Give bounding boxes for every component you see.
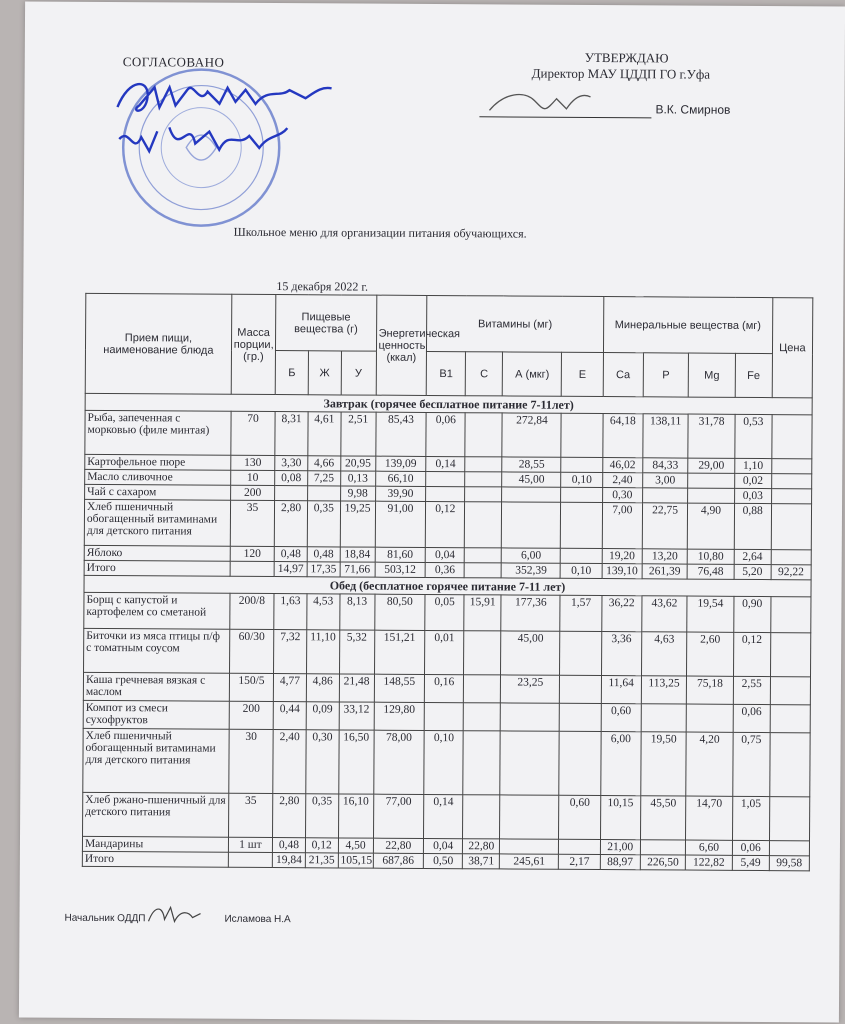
total-cell: 92,22 [771, 565, 811, 580]
table-cell: 43,62 [642, 596, 688, 632]
total-cell: 76,48 [687, 564, 734, 579]
total-cell: 0,36 [425, 562, 464, 577]
header-nutrients: Пищевые вещества (г) [276, 295, 377, 352]
table-cell: 0,90 [734, 596, 771, 632]
table-cell: 35 [230, 500, 275, 546]
table-cell: 11,64 [601, 676, 641, 704]
table-cell [500, 839, 559, 854]
total-cell: 21,35 [305, 853, 338, 868]
table-cell: 16,10 [338, 794, 373, 838]
table-cell: 19,50 [641, 732, 687, 796]
table-cell: 0,30 [306, 730, 339, 794]
table-cell: 2,55 [733, 676, 770, 704]
total-cell: 99,58 [769, 856, 809, 871]
header-e: Е [562, 352, 604, 396]
table-cell: 129,80 [374, 702, 425, 730]
total-cell: 503,12 [375, 562, 426, 577]
table-cell: 35 [228, 793, 273, 837]
table-cell: 2,64 [734, 549, 771, 564]
table-cell: 6,60 [686, 840, 733, 855]
table-cell: 0,75 [733, 732, 770, 796]
section-title: Завтрак (горячее бесплатное питание 7-11лет) [85, 393, 812, 414]
table-cell [465, 487, 502, 502]
header-energy: Энергетическая ценность (ккал) [376, 295, 427, 395]
header-b1: В1 [426, 351, 465, 395]
dish-name: Масло сливочное [85, 469, 231, 485]
table-cell [561, 457, 602, 472]
table-cell: 0,48 [307, 547, 340, 562]
table-cell: 30 [229, 729, 274, 793]
header-meal: Прием пищи, наименование блюда [85, 293, 231, 394]
director-signature [484, 82, 594, 119]
total-label: Итого [84, 560, 230, 576]
table-cell: 2,51 [341, 412, 376, 456]
table-cell: 130 [231, 455, 275, 470]
table-cell: 7,00 [602, 503, 642, 549]
dish-name: Каша гречневая вязкая с маслом [83, 672, 229, 701]
table-cell: 0,35 [307, 501, 340, 547]
total-cell: 122,82 [686, 855, 733, 870]
table-cell: 272,84 [502, 413, 561, 457]
table-cell: 0,14 [424, 794, 463, 838]
table-cell: 177,36 [501, 595, 560, 631]
table-cell: 0,35 [305, 794, 338, 838]
table-cell [307, 486, 340, 501]
table-cell [560, 703, 601, 731]
dish-name: Компот из смеси сухофруктов [83, 700, 229, 729]
table-cell: 22,80 [373, 838, 424, 853]
table-cell: 4,63 [641, 632, 687, 676]
table-cell: 0,06 [732, 840, 769, 855]
table-cell: 4,61 [308, 412, 341, 456]
table-cell: 10,80 [687, 549, 734, 564]
table-row [84, 499, 811, 549]
table-cell: 5,32 [339, 630, 374, 674]
table-cell: 0,44 [273, 702, 306, 730]
total-cell: 88,97 [600, 855, 640, 870]
total-cell: 105,15 [338, 853, 373, 868]
table-cell [465, 548, 502, 563]
table-cell: 11,10 [306, 630, 339, 674]
header-p: Р [643, 353, 689, 397]
table-cell: 0,01 [425, 630, 464, 674]
menu-table [82, 293, 813, 871]
table-cell [771, 474, 811, 489]
table-cell: 70 [231, 411, 276, 455]
table-cell [464, 675, 501, 703]
table-cell [560, 675, 601, 703]
table-row [83, 672, 810, 704]
table-cell [771, 459, 811, 474]
dish-name: Биточки из мяса птицы п/ф с томатным соусом [84, 628, 230, 673]
footer-name: Исламова Н.А [224, 913, 291, 926]
table-cell [500, 795, 559, 839]
footer-signature [144, 899, 204, 929]
table-cell: 21,00 [600, 840, 640, 855]
table-cell [640, 840, 686, 855]
header-a: А (мкг) [503, 352, 562, 396]
table-cell [686, 704, 733, 732]
table-cell [463, 731, 500, 795]
table-cell: 0,12 [426, 501, 465, 547]
table-cell: 60/30 [229, 629, 274, 673]
table-cell: 0,05 [425, 594, 464, 630]
table-cell: 1,10 [734, 458, 771, 473]
table-cell: 2,80 [274, 501, 307, 547]
table-cell: 85,43 [375, 412, 426, 456]
table-cell: 45,00 [501, 631, 560, 675]
table-cell: 36,22 [601, 596, 641, 632]
table-cell [688, 473, 735, 488]
total-cell: 352,39 [501, 563, 560, 578]
table-cell: 2,40 [273, 730, 306, 794]
dish-name: Картофельное пюре [85, 454, 231, 470]
table-cell: 77,00 [373, 794, 424, 838]
table-cell: 0,53 [735, 414, 772, 458]
table-cell [559, 731, 601, 795]
table-cell: 8,13 [339, 594, 374, 630]
table-cell [463, 795, 500, 839]
table-cell: 19,25 [340, 501, 375, 547]
table-cell [561, 548, 602, 563]
table-cell: 31,78 [688, 414, 735, 458]
total-label: Итого [82, 851, 228, 867]
header-mg: Mg [688, 353, 735, 397]
director-name: В.К. Смирнов [655, 102, 731, 117]
table-cell: 2,40 [602, 473, 642, 488]
header-zh: Ж [308, 351, 341, 395]
table-cell: 150/5 [229, 673, 274, 701]
total-cell: 2,17 [559, 854, 600, 869]
header-mass: Масса порции, (гр.) [231, 294, 276, 394]
table-cell: 0,60 [559, 795, 601, 839]
table-cell: 0,10 [424, 730, 463, 794]
total-cell [464, 563, 501, 578]
table-cell: 0,16 [425, 674, 464, 702]
table-cell: 200/8 [230, 593, 275, 629]
table-cell: 91,00 [375, 501, 426, 547]
table-cell: 14,70 [686, 796, 733, 840]
table-cell: 66,10 [375, 471, 426, 486]
header-price: Цена [772, 298, 813, 398]
total-cell: 17,35 [307, 562, 340, 577]
table-cell: 13,20 [642, 549, 688, 564]
table-cell [561, 413, 603, 457]
table-cell: 0,48 [273, 838, 306, 853]
total-cell: 14,97 [274, 562, 307, 577]
total-cell: 139,10 [602, 564, 642, 579]
table-cell [770, 677, 810, 705]
table-cell: 0,12 [305, 838, 338, 853]
table-cell [770, 633, 811, 677]
table-cell [641, 704, 687, 732]
footer [64, 912, 291, 926]
table-cell: 0,04 [424, 838, 463, 853]
approved-label: СОГЛАСОВАНО [122, 54, 225, 70]
document-date: 15 декабря 2022 г. [276, 279, 369, 294]
table-cell: 18,84 [340, 547, 375, 562]
total-cell: 71,66 [340, 562, 375, 577]
table-cell: 39,90 [375, 486, 426, 501]
header-ca: Са [603, 353, 643, 397]
total-cell: 19,84 [272, 853, 305, 868]
table-row [83, 792, 810, 840]
footer-position: Начальник ОДДП [64, 912, 146, 925]
table-cell [688, 488, 735, 503]
table-cell: 64,18 [603, 414, 643, 458]
dish-name: Хлеб ржано-пшеничный для детского питания [83, 792, 229, 837]
table-cell: 3,30 [275, 456, 308, 471]
table-cell: 4,90 [688, 503, 735, 549]
table-cell: 15,91 [464, 595, 501, 631]
table-cell: 138,11 [643, 414, 689, 458]
table-row [83, 728, 810, 796]
table-cell: 20,95 [340, 456, 375, 471]
table-cell [642, 488, 688, 503]
table-cell [465, 457, 502, 472]
table-cell: 2,80 [273, 794, 306, 838]
table-cell: 81,60 [375, 547, 426, 562]
total-cell: 261,39 [642, 564, 688, 579]
table-cell: 200 [230, 485, 274, 500]
director-title: Директор МАУ ЦДДП ГО г.Уфа [531, 65, 711, 82]
table-cell: 1,63 [274, 594, 307, 630]
table-cell: 139,09 [375, 456, 426, 471]
table-cell: 1,05 [732, 796, 769, 840]
table-cell: 2,60 [687, 632, 734, 676]
table-row [84, 592, 811, 632]
table-cell: 4,20 [686, 732, 733, 796]
table-cell: 29,00 [688, 458, 735, 473]
table-cell: 0,60 [601, 704, 641, 732]
table-cell [561, 487, 602, 502]
dish-name: Яблоко [84, 545, 230, 561]
total-cell: 5,49 [732, 855, 769, 870]
header-fe: Fe [735, 353, 772, 397]
table-cell: 45,50 [640, 796, 686, 840]
header-minerals: Минеральные вещества (мг) [603, 297, 772, 354]
table-row [84, 628, 811, 676]
table-cell [770, 733, 811, 797]
document-page [19, 2, 845, 1023]
table-cell: 0,48 [274, 547, 307, 562]
dish-name: Мандарины [82, 836, 228, 852]
table-cell: 0,09 [306, 702, 339, 730]
table-cell [769, 841, 809, 856]
table-cell [465, 413, 502, 457]
table-cell: 0,10 [561, 472, 602, 487]
total-row [82, 851, 809, 870]
total-cell: 0,50 [424, 853, 463, 868]
table-cell: 8,31 [275, 412, 308, 456]
total-cell [228, 852, 272, 867]
dish-name: Хлеб пшеничный обогащенный витаминами для детского питания [84, 499, 230, 546]
table-cell [770, 705, 810, 733]
table-cell [772, 415, 813, 459]
table-cell [465, 502, 502, 548]
table-cell: 4,50 [338, 838, 373, 853]
dish-name: Хлеб пшеничный обогащенный витаминами для детского питания [83, 728, 229, 793]
table-cell [559, 839, 600, 854]
table-cell: 1 шт [228, 837, 272, 852]
table-cell [771, 489, 811, 504]
total-cell: 5,20 [734, 564, 771, 579]
table-cell: 0,02 [734, 473, 771, 488]
header-b: Б [275, 351, 308, 395]
table-cell: 0,08 [275, 471, 308, 486]
table-cell: 23,25 [501, 675, 560, 703]
section-title: Обед (бесплатное горячее питание 7-11 лет) [84, 575, 811, 596]
table-cell: 200 [229, 701, 274, 729]
table-cell [769, 797, 810, 841]
table-cell: 151,21 [374, 630, 425, 674]
table-cell [502, 502, 561, 548]
table-cell: 19,20 [602, 549, 642, 564]
table-cell: 7,25 [308, 471, 341, 486]
table-cell: 22,80 [463, 839, 500, 854]
table-cell: 4,66 [308, 456, 341, 471]
table-cell [426, 486, 465, 501]
table-cell: 28,55 [502, 457, 561, 472]
table-cell: 1,57 [560, 595, 601, 631]
total-cell: 38,71 [463, 854, 500, 869]
table-cell: 22,75 [642, 503, 688, 549]
total-cell: 0,10 [561, 563, 602, 578]
table-cell: 80,50 [374, 594, 425, 630]
dish-name: Борщ с капустой и картофелем со сметаной [84, 592, 230, 629]
table-cell: 46,02 [602, 458, 642, 473]
table-cell: 0,06 [426, 412, 465, 456]
table-cell [502, 487, 561, 502]
table-cell: 0,03 [734, 488, 771, 503]
table-cell [500, 731, 560, 795]
table-cell: 9,98 [340, 486, 375, 501]
table-cell: 148,55 [374, 674, 425, 702]
table-cell: 0,06 [733, 704, 770, 732]
total-cell [230, 561, 274, 576]
table-cell: 6,00 [600, 732, 641, 796]
table-cell: 4,77 [274, 674, 307, 702]
table-cell: 4,86 [306, 674, 339, 702]
table-cell [771, 597, 811, 633]
table-cell [771, 504, 812, 550]
table-cell: 113,25 [641, 676, 687, 704]
table-cell: 84,33 [643, 458, 689, 473]
table-cell: 10 [230, 470, 274, 485]
table-cell: 10,15 [600, 796, 640, 840]
header-u: У [341, 351, 376, 395]
table-cell: 3,00 [642, 473, 688, 488]
table-cell: 120 [230, 546, 274, 561]
table-cell [424, 702, 463, 730]
table-cell: 19,54 [687, 596, 734, 632]
header-vitamins: Витамины (мг) [427, 295, 604, 352]
table-row [83, 700, 810, 732]
total-cell: 245,61 [500, 854, 559, 869]
dish-name: Рыба, запеченная с морковью (филе минтая) [85, 410, 231, 455]
table-cell: 3,36 [601, 632, 641, 676]
table-cell: 0,14 [426, 456, 465, 471]
table-row [85, 410, 812, 458]
table-cell [561, 502, 603, 548]
handwritten-signature [109, 67, 340, 163]
total-cell: 226,50 [640, 855, 686, 870]
table-cell: 78,00 [373, 730, 424, 794]
dish-name: Чай с сахаром [85, 484, 231, 500]
table-cell: 7,32 [274, 630, 307, 674]
approval-block [480, 49, 780, 117]
table-cell: 45,00 [502, 472, 561, 487]
table-cell: 0,13 [340, 471, 375, 486]
table-cell: 6,00 [501, 548, 560, 563]
table-cell: 0,12 [733, 632, 770, 676]
table-cell: 4,53 [307, 594, 340, 630]
table-cell [426, 471, 465, 486]
table-cell: 0,88 [734, 503, 771, 549]
document-title: Школьное меню для организации питания обучающихся. [233, 224, 527, 241]
table-cell [560, 631, 602, 675]
confirm-label: УТВЕРЖДАЮ [584, 49, 669, 66]
table-cell: 33,12 [339, 702, 374, 730]
table-cell: 0,30 [602, 488, 642, 503]
table-cell [771, 550, 811, 565]
table-cell [275, 486, 308, 501]
table-cell: 21,48 [339, 674, 374, 702]
table-cell [500, 703, 559, 731]
table-cell: 16,50 [338, 730, 373, 794]
table-cell [465, 472, 502, 487]
table-cell [464, 631, 501, 675]
table-cell: 0,04 [425, 547, 464, 562]
header-c: С [466, 352, 503, 396]
table-cell: 75,18 [687, 676, 734, 704]
total-cell: 687,86 [373, 853, 424, 868]
table-cell [463, 703, 500, 731]
